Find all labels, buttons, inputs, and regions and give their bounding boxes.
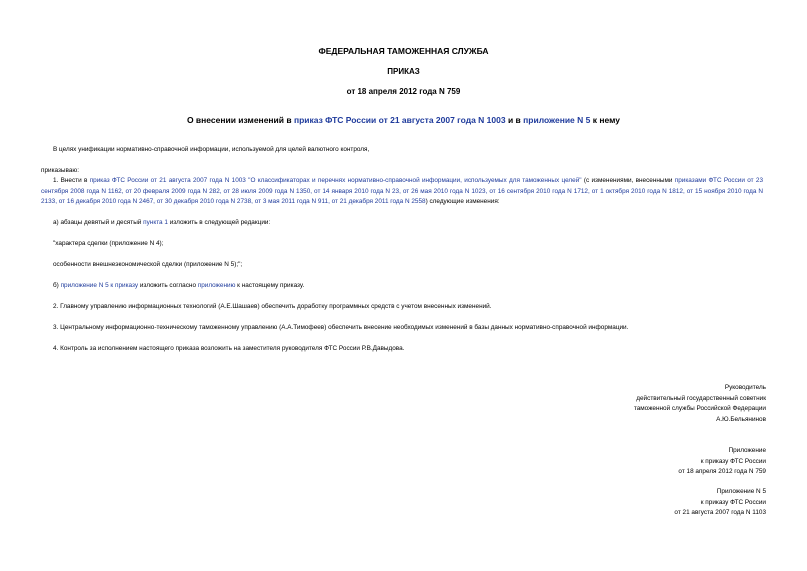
appendix-2-title: Приложение N 5 <box>716 488 766 495</box>
item-a-text-start: а) абзацы девятый и десятый <box>53 219 144 226</box>
item-b-link-appendix[interactable]: приложение N 5 к приказу <box>60 282 139 289</box>
signature-position: Руководитель <box>724 384 766 391</box>
appendix-1-title: Приложение <box>728 447 766 454</box>
item-b-link-attachment[interactable]: приложению <box>197 282 236 289</box>
item-1-paragraph <box>41 176 763 208</box>
subject-suffix: к нему <box>590 115 621 125</box>
appendix-2-header <box>66 487 766 519</box>
appendix-2-ref: к приказу ФТС России <box>700 498 766 506</box>
item-3-paragraph: 3. Центральному информационно-техническому таможенному управлению (А.А.Тимофеев) обеспечить внесение необходимых изменений в базы данных нормативно-справочной информации. <box>53 324 629 331</box>
item-1-link-order[interactable]: приказ ФТС России от 21 августа 2007 года N 1003 "О классификаторах и перечнях нормативно-справочной информации, используемых для таможенных целей" <box>89 177 582 184</box>
subject-link-appendix[interactable]: приложение N 5 <box>523 115 591 125</box>
intro-paragraph: В целях унификации нормативно-справочной информации, используемой для целей валютного контроля, <box>53 146 370 153</box>
item-a-paragraph <box>53 218 270 229</box>
quote-line-2: особенности внешнеэкономической сделки (приложение N 5);"; <box>53 261 243 268</box>
item-a-text-end: изложить в следующей редакции: <box>167 219 271 226</box>
document-subject <box>0 115 807 125</box>
signature-rank-1: действительный государственный советник <box>636 394 766 402</box>
subject-link-order[interactable]: приказ ФТС России от 21 августа 2007 года N 1003 <box>293 115 506 125</box>
signature-rank-2: таможенной службы Российской Федерации <box>633 405 766 413</box>
item-4-paragraph: 4. Контроль за исполнением настоящего приказа возложить на заместителя руководителя ФТС России Р.В.Давыдова. <box>53 345 405 352</box>
item-b-text-end: к настоящему приказу. <box>235 282 305 289</box>
subject-prefix: О внесении изменений в <box>186 115 294 125</box>
subject-mid: и в <box>505 115 524 125</box>
item-1-text-end: ) следующие изменения: <box>425 198 500 206</box>
signature-block <box>66 383 766 425</box>
item-1-text-mid: (с изменениями, внесенными <box>581 177 675 184</box>
item-a-link-point[interactable]: пункта 1 <box>143 219 168 226</box>
item-b-paragraph <box>53 281 304 292</box>
order-word: приказываю: <box>41 167 79 174</box>
appendix-2-date: от 21 августа 2007 года N 1103 <box>674 509 766 517</box>
item-1-text-start: 1. Внести в <box>53 177 90 184</box>
item-b-text-start: б) <box>53 282 61 289</box>
item-2-paragraph: 2. Главному управлению информационных технологий (А.Е.Шашаев) обеспечить доработку программных средств с учетом внесенных изменений. <box>53 303 492 310</box>
appendix-1-ref: к приказу ФТС России <box>700 457 766 465</box>
signature-name: А.Ю.Бельянинов <box>716 415 766 423</box>
agency-title: ФЕДЕРАЛЬНАЯ ТАМОЖЕННАЯ СЛУЖБА <box>318 46 489 56</box>
appendix-1-date: от 18 апреля 2012 года N 759 <box>678 468 766 476</box>
doc-date-line: от 18 апреля 2012 года N 759 <box>346 87 461 96</box>
item-b-text-mid: изложить согласно <box>138 282 198 289</box>
doc-type-title: ПРИКАЗ <box>387 67 420 76</box>
quote-line-1: "характера сделки (приложение N 4); <box>53 240 164 247</box>
appendix-1-header <box>66 446 766 478</box>
item-1-link-amendments[interactable]: приказами ФТС России от 23 сентября 2008 года N 1162, от 20 февраля 2009 года N 282, от 28 июля 2009 года N 1350, от 14 января 2010 года N 23, от 26 мая 2010 года N 1023, от 16 сентября 2010 года N 1712, от 1 октября 2010 года N 1812, от 15 ноября 2010 года N 2133, от 16 декабря 2010 года N 2467, от 30 декабря 2010 года N 2738, от 3 мая 2011 года N 911, от 21 декабря 2011 года N 2558 <box>41 177 763 206</box>
